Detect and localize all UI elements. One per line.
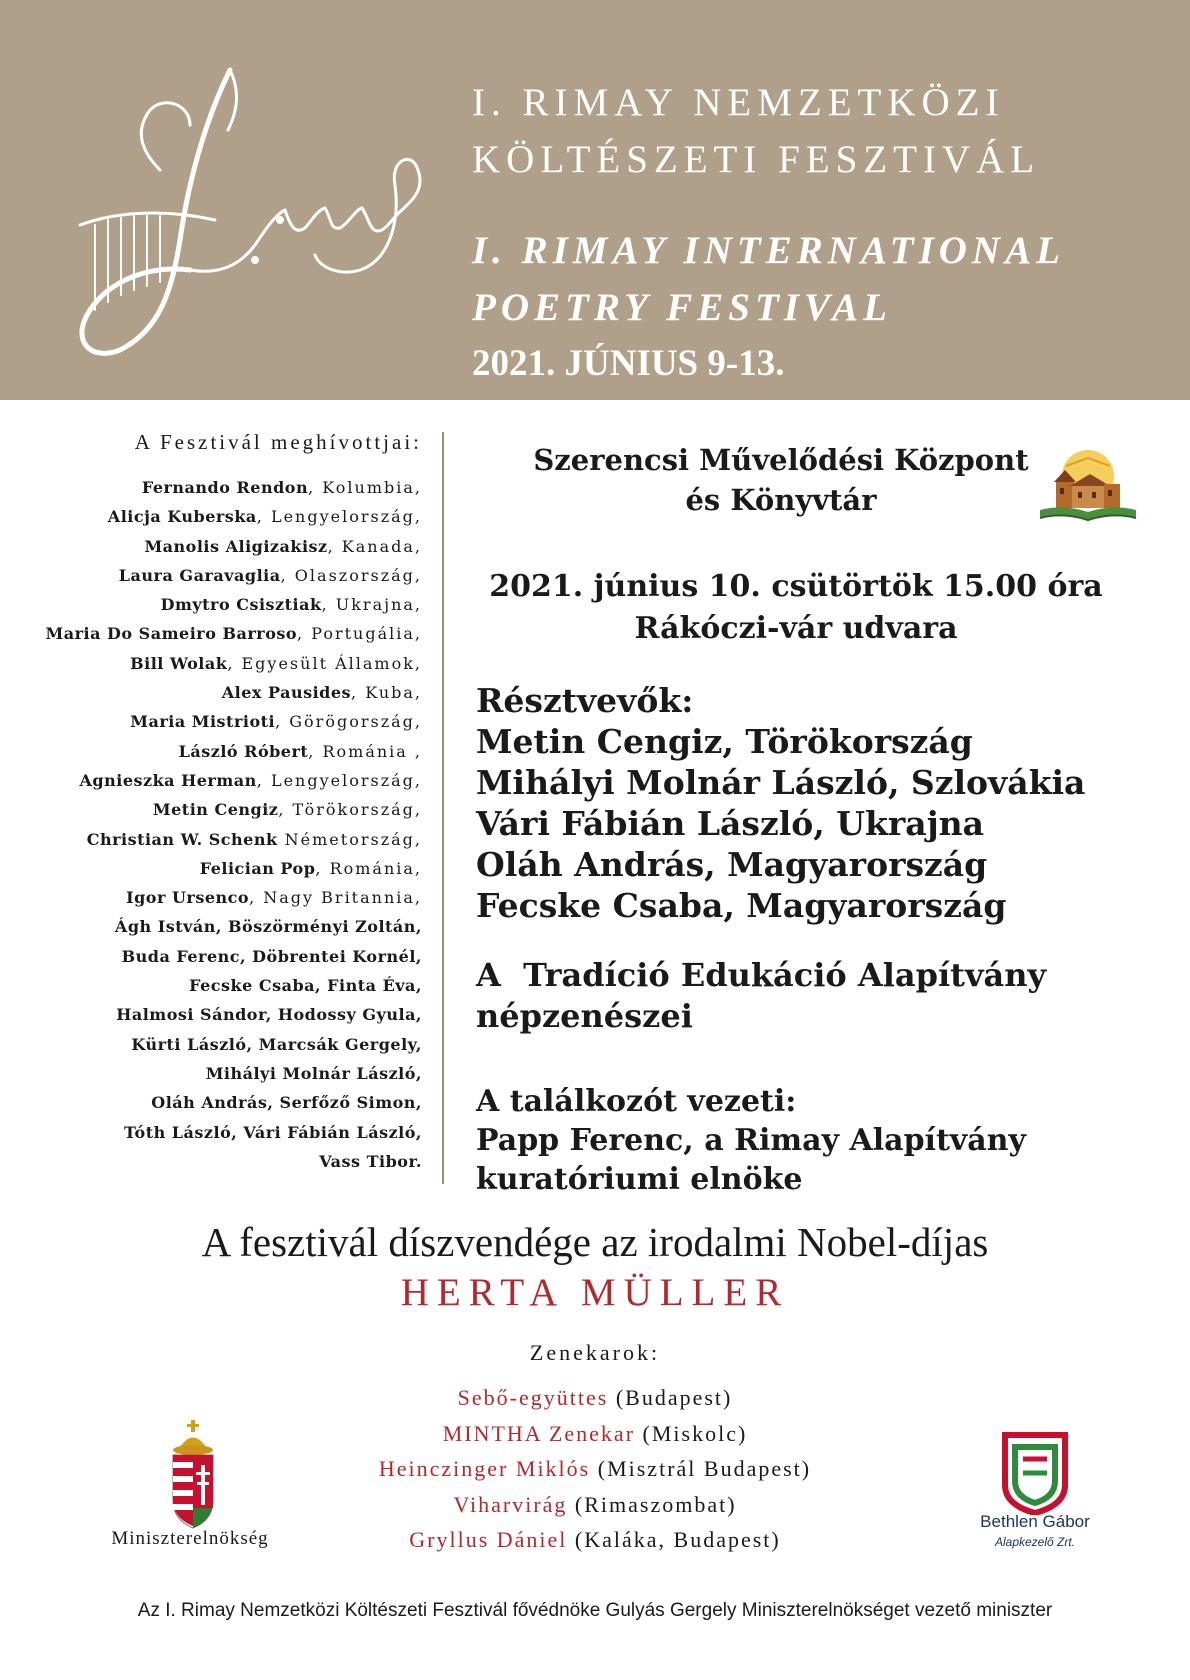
venue-title	[476, 440, 1086, 520]
list-item: Maria Mistrioti, Görögország,	[130, 712, 422, 732]
band-item: Viharvirág (Rimaszombat)	[453, 1491, 737, 1517]
participant-item: Fecske Csaba, Magyarország	[476, 886, 1007, 925]
participants-title: Résztvevők:	[476, 681, 694, 720]
festival-title-en-line1: I. RIMAY INTERNATIONAL	[472, 229, 1065, 272]
list-item: Buda Ferenc, Döbrentei Kornél,	[121, 946, 422, 966]
castle-book-icon	[1038, 448, 1138, 528]
host-line2: kuratóriumi elnöke	[476, 1162, 803, 1197]
list-item: Tóth László, Vári Fábián László,	[123, 1122, 422, 1142]
festival-date: 2021. JÚNIUS 9-13.	[472, 343, 785, 384]
invited-list	[40, 473, 422, 1176]
list-item: Fecske Csaba, Finta Éva,	[189, 976, 422, 996]
list-item: Felician Pop, Románia,	[199, 858, 422, 878]
list-item: Fernando Rendon, Kolumbia,	[141, 478, 422, 497]
invited-title: A Fesztivál meghívottjai:	[134, 430, 422, 454]
bethlen-label: Bethlen Gábor	[980, 1512, 1090, 1531]
participant-item: Oláh András, Magyarország	[476, 845, 988, 884]
band-item: Gryllus Dániel (Kaláka, Budapest)	[409, 1527, 781, 1552]
venue-line1: Szerencsi Művelődési Központ	[533, 443, 1029, 477]
host-title: A találkozót vezeti:	[476, 1084, 797, 1119]
list-item: Christian W. Schenk Németország,	[86, 829, 422, 849]
guest-of-honor-name: HERTA MÜLLER	[400, 1271, 790, 1314]
list-item: Bill Wolak, Egyesült Államok,	[130, 653, 422, 673]
event-place: Rákóczi-vár udvara	[634, 611, 958, 646]
participant-item: Mihályi Molnár László, Szlovákia	[476, 763, 1086, 802]
band-item: Sebő-együttes (Budapest)	[457, 1385, 733, 1410]
list-item: Ágh István, Böszörményi Zoltán,	[114, 917, 422, 937]
band-item: Heinczinger Miklós (Misztrál Budapest)	[378, 1456, 812, 1481]
festival-title-hu-line1: I. RIMAY NEMZETKÖZI	[472, 81, 1005, 124]
list-item: Dmytro Csisztiak, Ukrajna,	[160, 595, 422, 615]
bethlen-sublabel: Alapkezelő Zrt.	[994, 1535, 1076, 1549]
list-item: Metin Cengiz, Törökország,	[152, 800, 422, 820]
list-item: Igor Ursenco, Nagy Britannia,	[126, 888, 422, 908]
list-item: Agnieszka Herman, Lengyelország,	[79, 770, 422, 790]
list-item: László Róbert, Románia ,	[178, 741, 422, 761]
list-item: Alicja Kuberska, Lengyelország,	[107, 507, 422, 527]
bands-block	[300, 1340, 890, 1558]
header-banner	[0, 0, 1190, 400]
bethlen-gabor-logo-icon	[995, 1425, 1075, 1515]
invited-guests-column	[40, 430, 422, 1176]
tradition-line1: A Tradíció Edukáció Alapítvány	[476, 956, 1047, 994]
list-item: Mihályi Molnár László,	[205, 1063, 422, 1083]
host-block	[476, 1082, 1126, 1199]
tradition-musicians	[476, 955, 1126, 1037]
ministry-label: Miniszterelnökség	[111, 1528, 269, 1549]
event-date: 2021. június 10. csütörtök 15.00 óra	[489, 569, 1103, 604]
list-item: Alex Pausides, Kuba,	[221, 683, 422, 703]
list-item: Vass Tibor.	[319, 1151, 422, 1171]
host-line1: Papp Ferenc, a Rimay Alapítvány	[476, 1123, 1026, 1158]
list-item: Manolis Aligizakisz, Kanada,	[144, 536, 422, 556]
list-item: Kürti László, Marcsák Gergely,	[131, 1034, 422, 1054]
list-item: Maria Do Sameiro Barroso, Portugália,	[45, 624, 422, 644]
footer-patron: Az I. Rimay Nemzetközi Költészeti Fesztivál fővédnöke Gulyás Gergely Miniszterelnökséget vezető miniszter	[137, 1600, 1053, 1621]
participant-item: Vári Fábián László, Ukrajna	[476, 804, 985, 843]
guest-of-honor-intro: A fesztivál díszvendége az irodalmi Nobel-díjas	[201, 1219, 989, 1265]
column-divider	[442, 432, 444, 1184]
list-item: Laura Garavaglia, Olaszország,	[118, 565, 422, 585]
band-item: MINTHA Zenekar (Miskolc)	[442, 1420, 748, 1446]
participant-item: Metin Cengiz, Törökország	[476, 722, 973, 761]
bands-title: Zenekarok:	[529, 1340, 661, 1365]
event-date-place	[476, 566, 1116, 650]
tradition-line2: népzenészei	[476, 997, 693, 1035]
venue-line2: és Könyvtár	[685, 483, 877, 517]
participants-block	[476, 680, 1126, 926]
list-item: Oláh András, Serfőző Simon,	[151, 1093, 422, 1113]
festival-title-en-line2: POETRY FESTIVAL	[472, 286, 892, 329]
list-item: Halmosi Sándor, Hodossy Gyula,	[116, 1005, 422, 1025]
festival-title-hu-line2: KÖLTÉSZETI FESZTIVÁL	[472, 138, 1041, 181]
rimay-harp-logo	[40, 50, 460, 390]
